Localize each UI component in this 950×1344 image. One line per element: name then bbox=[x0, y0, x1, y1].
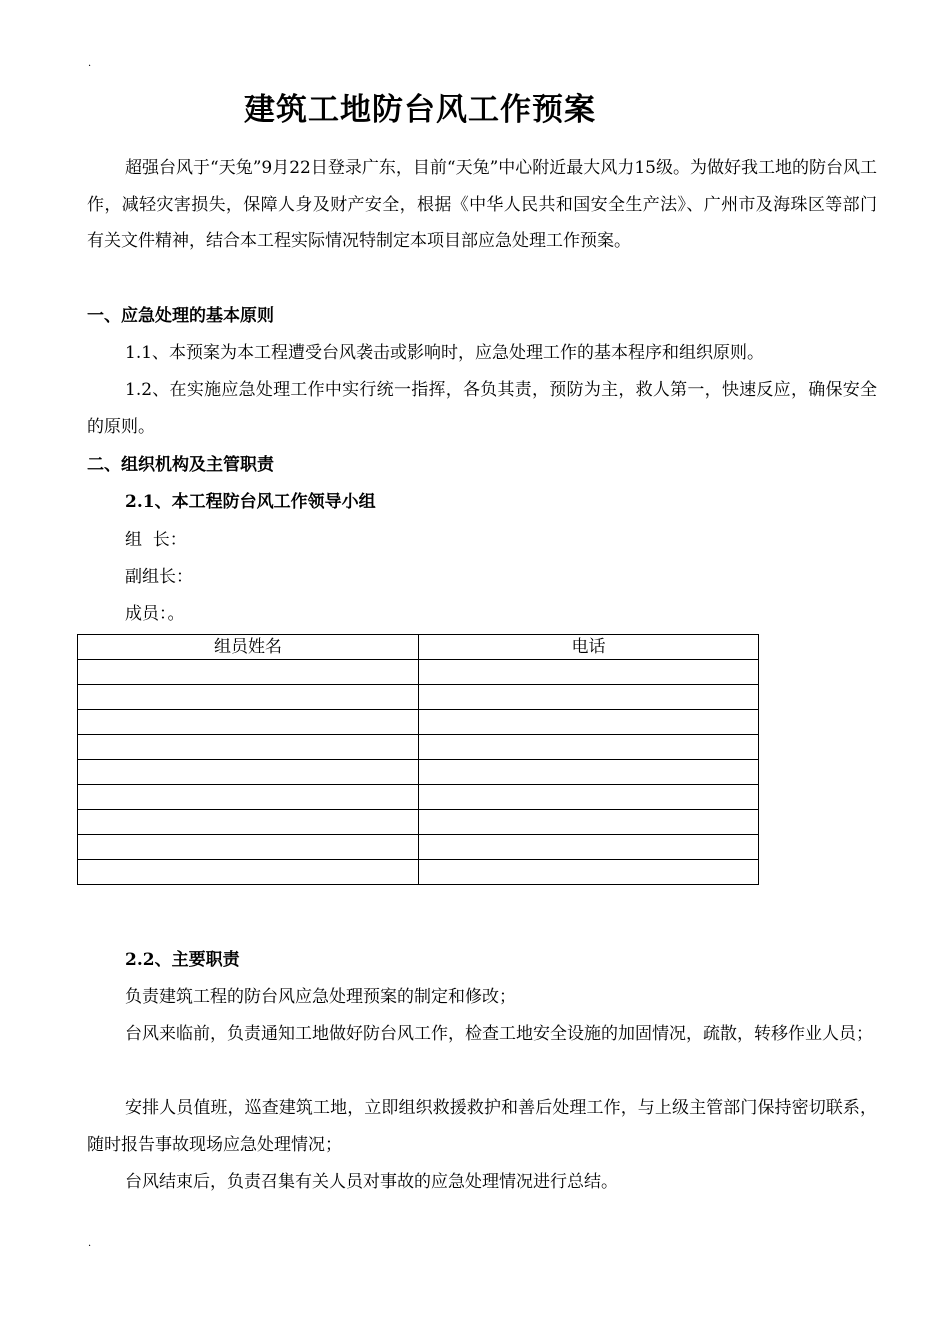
principle-1-1: 1.1、本预案为本工程遭受台风袭击或影响时，应急处理工作的基本程序和组织原则。 bbox=[125, 343, 765, 363]
member-name-cell bbox=[78, 710, 419, 735]
member-phone-cell bbox=[419, 810, 759, 835]
table-row bbox=[78, 660, 759, 685]
member-phone-cell bbox=[419, 860, 759, 885]
duty-item: 负责建筑工程的防台风应急处理预案的制定和修改； bbox=[125, 987, 516, 1007]
page-mark-bottom: · bbox=[88, 1241, 92, 1252]
member-name-cell bbox=[78, 660, 419, 685]
document-title: 建筑工地防台风工作预案 bbox=[244, 92, 596, 128]
member-name-cell bbox=[78, 860, 419, 885]
member-name-cell bbox=[78, 810, 419, 835]
section-1-heading: 一、应急处理的基本原则 bbox=[87, 306, 274, 326]
table-row bbox=[78, 785, 759, 810]
table-header-row bbox=[78, 635, 759, 660]
member-phone-cell bbox=[419, 835, 759, 860]
duty-item: 台风结束后，负责召集有关人员对事故的应急处理情况进行总结。 bbox=[125, 1172, 618, 1192]
member-phone-cell bbox=[419, 710, 759, 735]
column-header-name: 组员姓名 bbox=[78, 635, 419, 660]
subsection-2-1-heading: 2.1、本工程防台风工作领导小组 bbox=[125, 492, 376, 512]
subsection-2-2-heading: 2.2、主要职责 bbox=[125, 950, 240, 970]
member-name-cell bbox=[78, 785, 419, 810]
table-row bbox=[78, 760, 759, 785]
member-name-cell bbox=[78, 760, 419, 785]
member-phone-cell bbox=[419, 660, 759, 685]
member-phone-cell bbox=[419, 685, 759, 710]
member-phone-cell bbox=[419, 785, 759, 810]
members-table bbox=[77, 634, 759, 885]
intro-paragraph: 超强台风于“天兔”9月22日登录广东，目前“天兔”中心附近最大风力15级。为做好我工地的防台风工作，减轻灾害损失，保障人身及财产安全，根据《中华人民共和国安全生产法》、广州市及海珠区等部门有关文件精神，结合本工程实际情况特制定本项目部应急处理工作预案。 bbox=[87, 158, 877, 251]
table-row bbox=[78, 860, 759, 885]
section-2-heading: 二、组织机构及主管职责 bbox=[87, 455, 274, 475]
table-row bbox=[78, 810, 759, 835]
page-mark-top: · bbox=[88, 61, 92, 72]
table-row bbox=[78, 835, 759, 860]
members-label: 成员：。 bbox=[125, 604, 185, 624]
column-header-phone: 电话 bbox=[419, 635, 759, 660]
principle-1-2: 1.2、在实施应急处理工作中实行统一指挥，各负其责，预防为主，救人第一，快速反应，确保安全的原则。 bbox=[87, 380, 877, 437]
duty-item: 台风来临前，负责通知工地做好防台风工作，检查工地安全设施的加固情况，疏散，转移作业人员； bbox=[125, 1024, 873, 1044]
member-phone-cell bbox=[419, 760, 759, 785]
leader-label: 组 长： bbox=[125, 530, 187, 550]
table-row bbox=[78, 735, 759, 760]
deputy-leader-label: 副组长： bbox=[125, 567, 193, 587]
member-name-cell bbox=[78, 685, 419, 710]
table-row bbox=[78, 710, 759, 735]
member-phone-cell bbox=[419, 735, 759, 760]
table-row bbox=[78, 685, 759, 710]
member-name-cell bbox=[78, 835, 419, 860]
member-name-cell bbox=[78, 735, 419, 760]
duty-item: 安排人员值班，巡查建筑工地，立即组织救援救护和善后处理工作，与上级主管部门保持密切联系，随时报告事故现场应急处理情况； bbox=[87, 1098, 877, 1155]
